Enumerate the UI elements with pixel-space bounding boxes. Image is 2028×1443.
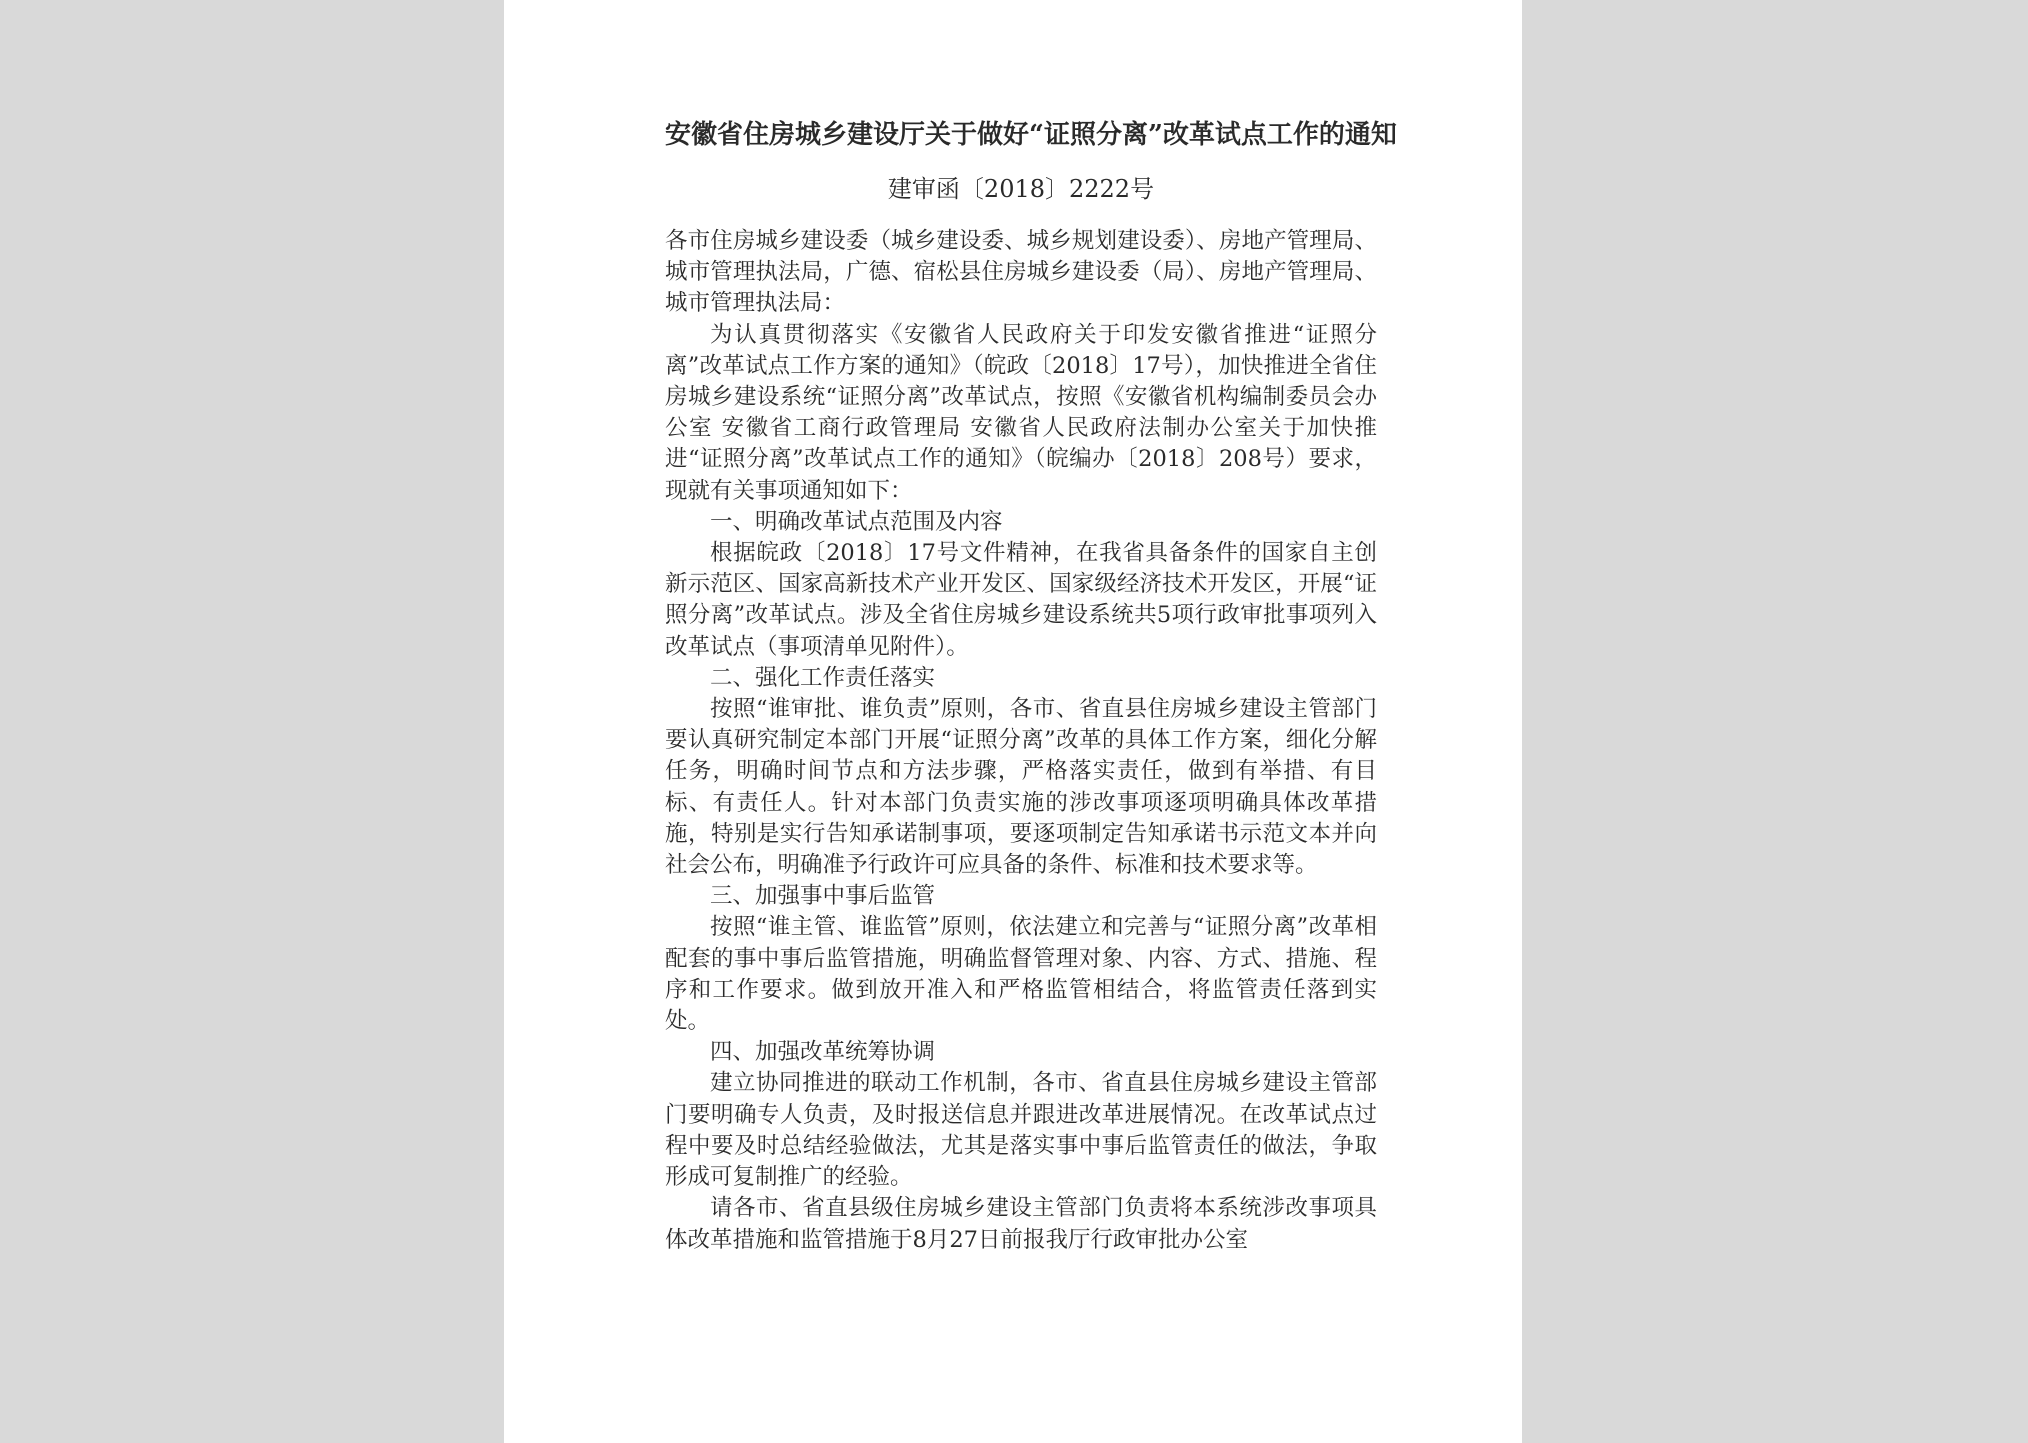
section-paragraph: 建立协同推进的联动工作机制，各市、省直县住房城乡建设主管部门要明确专人负责，及时报送信息并跟进改革进展情况。在改革试点过程中要及时总结经验做法，尤其是落实事中事后监管责任的做法，争取形成可复制推广的经验。 bbox=[665, 1070, 1377, 1191]
section-heading: 一、明确改革试点范围及内容 bbox=[710, 508, 1003, 535]
section-heading: 四、加强改革统筹协调 bbox=[710, 1039, 936, 1066]
document-content bbox=[665, 118, 1397, 1256]
addressee-paragraph: 各市住房城乡建设委（城乡建设委、城乡规划建设委）、房地产管理局、城市管理执法局，广德、宿松县住房城乡建设委（局）、房地产管理局、城市管理执法局： bbox=[665, 228, 1377, 317]
closing-paragraph: 请各市、省直县级住房城乡建设主管部门负责将本系统涉改事项具体改革措施和监管措施于8月27日前报我厅行政审批办公室 bbox=[665, 1195, 1377, 1253]
section-paragraph: 按照“谁主管、谁监管”原则，依法建立和完善与“证照分离”改革相配套的事中事后监管措施，明确监督管理对象、内容、方式、措施、程序和工作要求。做到放开准入和严格监管相结合，将监管责任落到实处。 bbox=[665, 914, 1377, 1035]
document-body bbox=[665, 226, 1377, 1256]
document-page bbox=[504, 0, 1522, 1443]
section-paragraph: 按照“谁审批、谁负责”原则，各市、省直县住房城乡建设主管部门要认真研究制定本部门开展“证照分离”改革的具体工作方案，细化分解任务，明确时间节点和方法步骤，严格落实责任，做到有举措、有目标、有责任人。针对本部门负责实施的涉改事项逐项明确具体改革措施，特别是实行告知承诺制事项，要逐项制定告知承诺书示范文本并向社会公布，明确准予行政许可应具备的条件、标准和技术要求等。 bbox=[665, 696, 1377, 879]
section-paragraph: 根据皖政〔2018〕17号文件精神，在我省具备条件的国家自主创新示范区、国家高新技术产业开发区、国家级经济技术开发区，开展“证照分离”改革试点。涉及全省住房城乡建设系统共5项行政审批事项列入改革试点（事项清单见附件）。 bbox=[665, 540, 1377, 660]
section-heading: 三、加强事中事后监管 bbox=[710, 883, 936, 910]
document-title: 安徽省住房城乡建设厅关于做好“证照分离”改革试点工作的通知 bbox=[665, 120, 1397, 150]
section-heading: 二、强化工作责任落实 bbox=[710, 664, 936, 691]
intro-paragraph: 为认真贯彻落实《安徽省人民政府关于印发安徽省推进“证照分离”改革试点工作方案的通知》（皖政〔2018〕17号），加快推进全省住房城乡建设系统“证照分离”改革试点，按照《安徽省机构编制委员会办公室 安徽省工商行政管理局 安徽省人民政府法制办公室关于加快推进“证照分离”改革试点工作的通知》（皖编办〔2018〕208号）要求，现就有关事项通知如下： bbox=[665, 321, 1377, 504]
document-number: 建审函〔2018〕2222号 bbox=[887, 175, 1155, 203]
